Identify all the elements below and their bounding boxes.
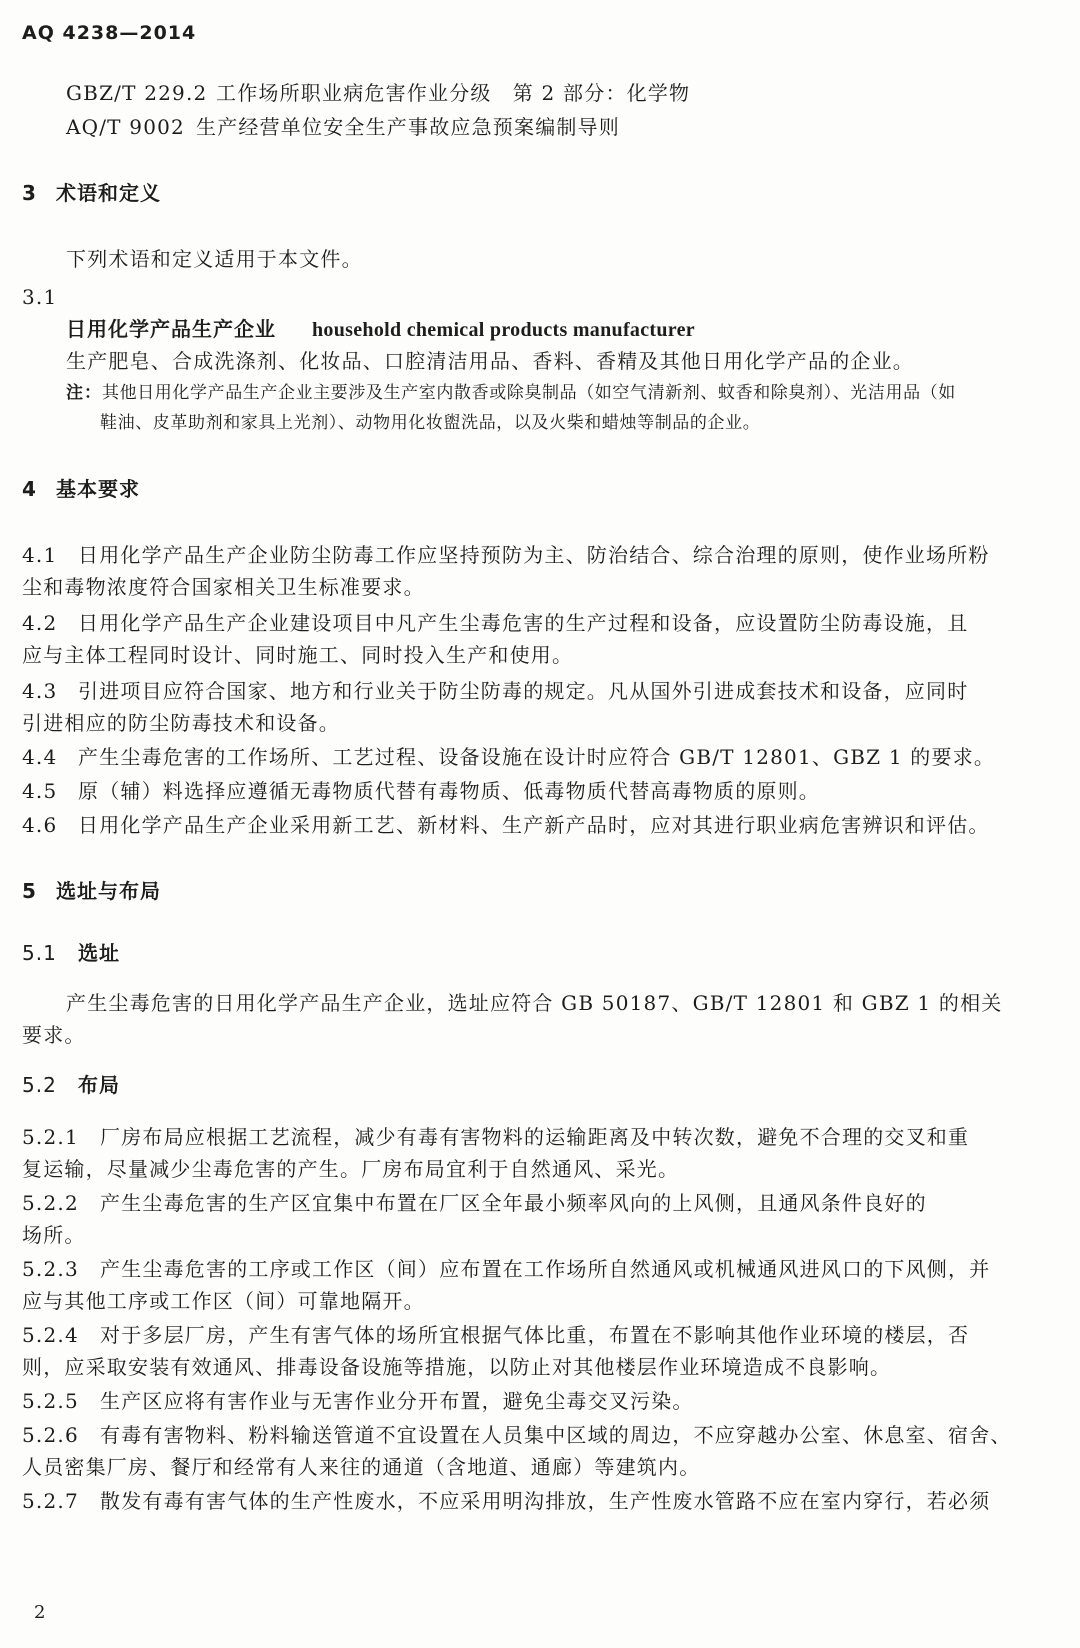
clause: [22, 744, 995, 770]
subsection-title: 布局: [78, 1073, 120, 1097]
clause-text: 产生尘毒危害的生产区宜集中布置在厂区全年最小频率风向的上风侧，且通风条件良好的: [100, 1191, 927, 1215]
standard-code: AQ 4238—2014: [22, 22, 197, 44]
clause-number: 5.2.2: [22, 1191, 79, 1215]
clause-text: 散发有毒有害气体的生产性废水，不应采用明沟排放，生产性废水管路不应在室内穿行，若必须: [100, 1489, 991, 1513]
clause-number: 4.3: [22, 679, 58, 703]
section-title: 术语和定义: [56, 181, 161, 205]
section-title: 基本要求: [56, 477, 140, 501]
clause-number: 4.2: [22, 611, 58, 635]
paragraph: 下列术语和定义适用于本文件。: [66, 247, 363, 271]
clause: [22, 778, 820, 804]
clause-text-cont: 应与其他工序或工作区（间）可靠地隔开。: [22, 1289, 425, 1313]
clause: [22, 1422, 1012, 1448]
reference-title: 工作场所职业病危害作业分级 第 2 部分：化学物: [216, 81, 691, 105]
section-number: 3: [22, 181, 37, 205]
clause-number: 5.2.5: [22, 1389, 79, 1413]
section-number: 4: [22, 477, 37, 501]
clause: [22, 542, 990, 568]
paragraph-cont: 要求。: [22, 1023, 86, 1047]
clause: [22, 1190, 927, 1216]
clause-text: 厂房布局应根据工艺流程，减少有毒有害物料的运输距离及中转次数，避免不合理的交叉和重: [100, 1125, 970, 1149]
clause-number: 4.6: [22, 813, 58, 837]
clause-number: 5.2.3: [22, 1257, 79, 1281]
clause-text-cont: 则，应采取安装有效通风、排毒设备设施等措施，以防止对其他楼层作业环境造成不良影响。: [22, 1355, 892, 1379]
clause-number: 4.4: [22, 745, 58, 769]
note-text: 其他日用化学产品生产企业主要涉及生产室内散香或除臭制品（如空气清新剂、蚊香和除臭剂）、光洁用品（如: [102, 383, 956, 403]
term-en: household chemical products manufacturer: [312, 319, 695, 341]
subsection-title: 选址: [78, 941, 120, 965]
subsection-heading: [22, 940, 120, 966]
clause: [22, 812, 990, 838]
clause-text-cont: 尘和毒物浓度符合国家相关卫生标准要求。: [22, 575, 425, 599]
reference-line: [66, 114, 620, 140]
clause-text: 产生尘毒危害的工作场所、工艺过程、设备设施在设计时应符合 GB/T 12801、GBZ 1 的要求。: [78, 745, 996, 769]
clause-text-cont: 场所。: [22, 1223, 86, 1247]
page-number: 2: [34, 1602, 47, 1623]
reference-line: [66, 80, 690, 106]
clause-text: 产生尘毒危害的工序或工作区（间）应布置在工作场所自然通风或机械通风进风口的下风侧，并: [100, 1257, 991, 1281]
clause-number: 5.2.1: [22, 1125, 79, 1149]
reference-title: 生产经营单位安全生产事故应急预案编制导则: [196, 115, 620, 139]
clause-number: 5.2.6: [22, 1423, 79, 1447]
term-zh: 日用化学产品生产企业: [66, 317, 276, 341]
subsection-heading: [22, 1072, 120, 1098]
clause: [22, 610, 968, 636]
clause-number: 5.2.7: [22, 1489, 79, 1513]
clause: [22, 1124, 969, 1150]
clause-text: 日用化学产品生产企业建设项目中凡产生尘毒危害的生产过程和设备，应设置防尘防毒设施，且: [78, 611, 969, 635]
clause-text-cont: 复运输，尽量减少尘毒危害的产生。厂房布局宜利于自然通风、采光。: [22, 1157, 680, 1181]
section-heading: [22, 878, 161, 904]
clause-text: 有毒有害物料、粉料输送管道不宜设置在人员集中区域的周边，不应穿越办公室、休息室、宿舍、: [100, 1423, 1012, 1447]
section-title: 选址与布局: [56, 879, 161, 903]
section-number: 5: [22, 879, 37, 903]
clause-text: 原（辅）料选择应遵循无毒物质代替有毒物质、低毒物质代替高毒物质的原则。: [78, 779, 820, 803]
clause-number: 4.1: [22, 543, 58, 567]
note-label: 注：: [66, 383, 102, 403]
clause: [22, 678, 968, 704]
clause: [22, 1488, 990, 1514]
reference-code: GBZ/T 229.2: [66, 81, 208, 105]
clause-text: 生产区应将有害作业与无害作业分开布置，避免尘毒交叉污染。: [100, 1389, 694, 1413]
clause-number: 5.2.4: [22, 1323, 79, 1347]
section-heading: [22, 180, 161, 206]
note-text-cont: 鞋油、皮革助剂和家具上光剂）、动物用化妆盥洗品，以及火柴和蜡烛等制品的企业。: [100, 413, 761, 433]
clause-text: 日用化学产品生产企业防尘防毒工作应坚持预防为主、防治结合、综合治理的原则，使作业场所粉: [78, 543, 990, 567]
clause-text: 日用化学产品生产企业采用新工艺、新材料、生产新产品时，应对其进行职业病危害辨识和评估。: [78, 813, 990, 837]
clause-number: 4.5: [22, 779, 58, 803]
subsection-number: 5.1: [22, 941, 57, 965]
clause: [22, 1322, 969, 1348]
clause-text-cont: 引进相应的防尘防毒技术和设备。: [22, 711, 340, 735]
clause: [22, 1388, 694, 1414]
clause-text-cont: 人员密集厂房、餐厅和经常有人来往的通道（含地道、通廊）等建筑内。: [22, 1455, 701, 1479]
section-heading: [22, 476, 140, 502]
clause-text-cont: 应与主体工程同时设计、同时施工、同时投入生产和使用。: [22, 643, 574, 667]
clause-text: 引进项目应符合国家、地方和行业关于防尘防毒的规定。凡从国外引进成套技术和设备，应同时: [78, 679, 969, 703]
subsection-number: 5.2: [22, 1073, 57, 1097]
clause-text: 对于多层厂房，产生有害气体的场所宜根据气体比重，布置在不影响其他作业环境的楼层，否: [100, 1323, 970, 1347]
clause: [22, 1256, 990, 1282]
clause-number: 3.1: [22, 285, 58, 309]
reference-code: AQ/T 9002: [66, 115, 185, 139]
term-definition: 生产肥皂、合成洗涤剂、化妆品、口腔清洁用品、香料、香精及其他日用化学产品的企业。: [66, 349, 914, 373]
term-heading: [66, 316, 695, 343]
paragraph: 产生尘毒危害的日用化学产品生产企业，选址应符合 GB 50187、GB/T 12801 和 GBZ 1 的相关: [66, 991, 1003, 1015]
note: [66, 380, 956, 406]
